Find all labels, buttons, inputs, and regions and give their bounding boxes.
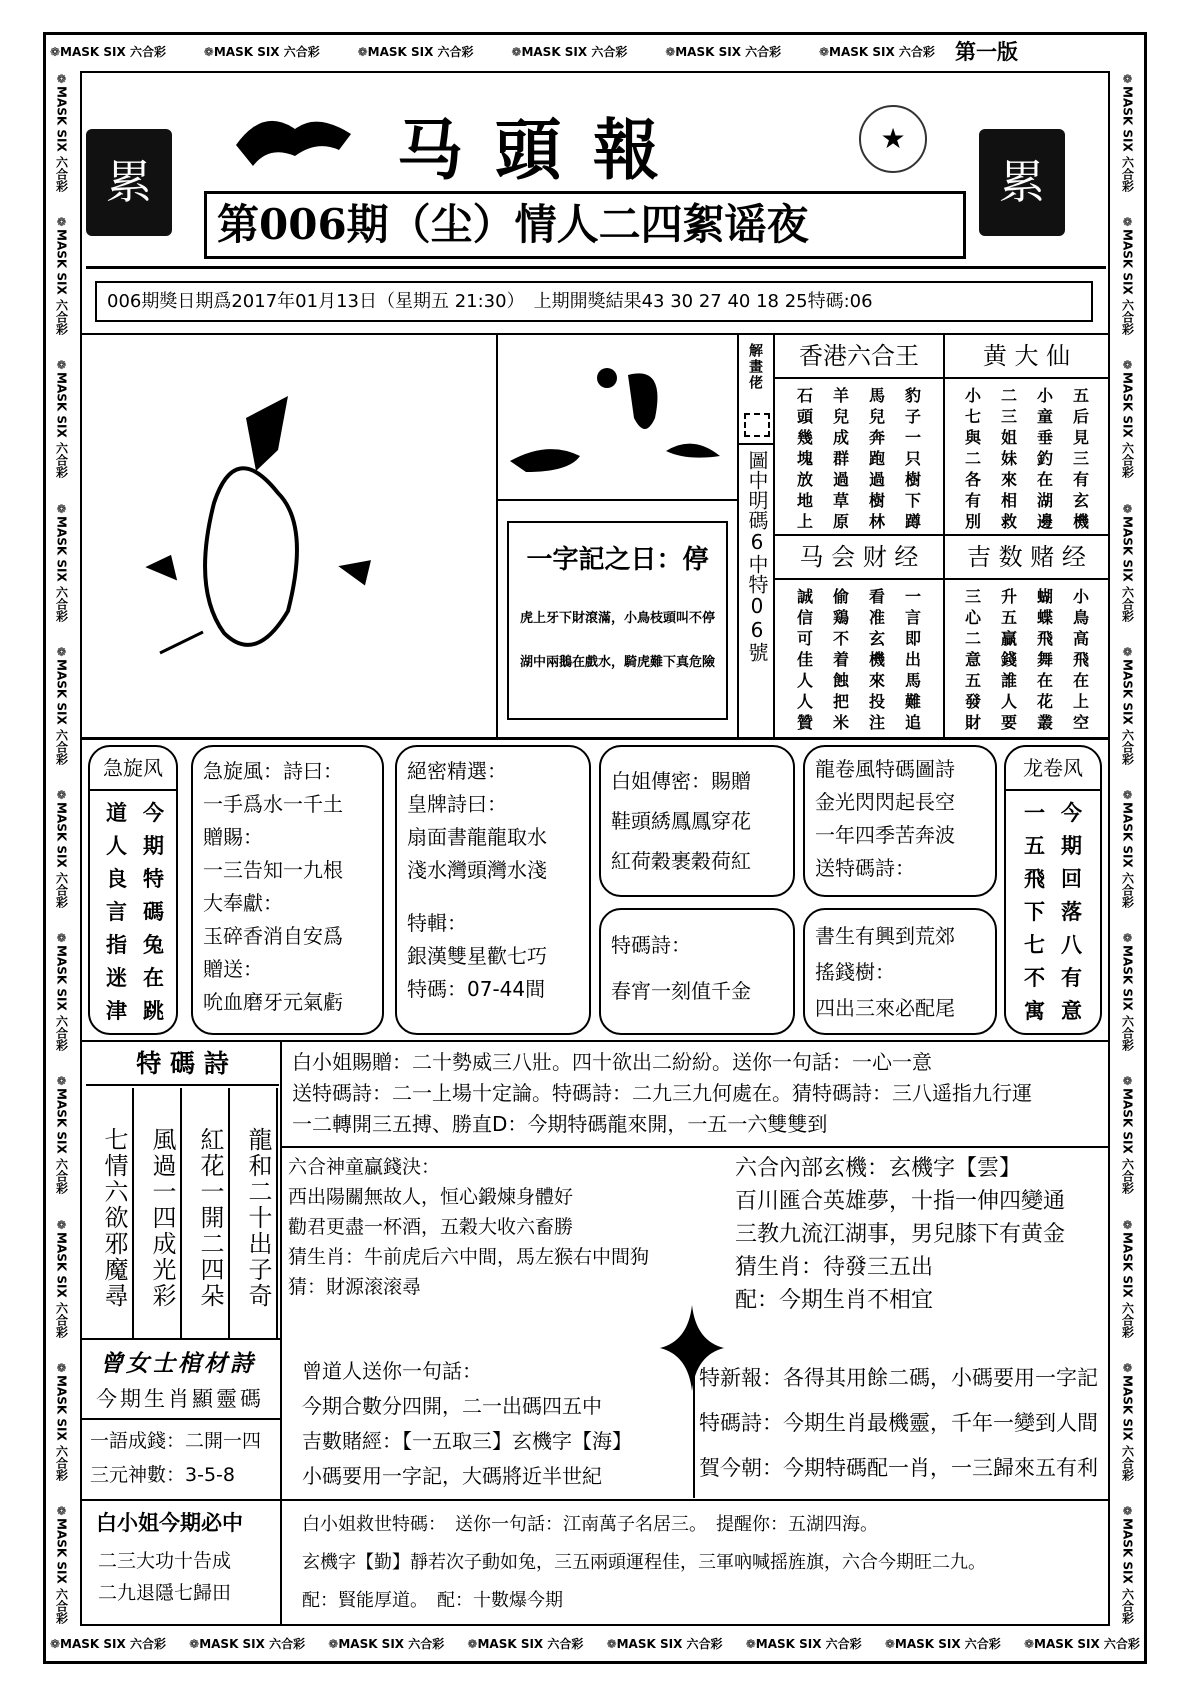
- strip-text: ❁MASK SIX 六合彩: [745, 1636, 862, 1651]
- strip-text: ❁MASK SIX 六合彩: [189, 1636, 306, 1651]
- poem-box-3b: [599, 908, 795, 1035]
- poem-box-4b: [803, 908, 997, 1035]
- divider: [280, 1042, 282, 1626]
- divider: [82, 1418, 282, 1420]
- grid-row: 一今: [1024, 801, 1098, 825]
- text-line: 一三告知一九根: [203, 858, 343, 882]
- verse-grid-1: [943, 335, 1108, 534]
- whirlwind-title: 急旋风: [90, 747, 176, 791]
- tema-column: 風過一四成光彩: [134, 1088, 182, 1338]
- strip-text: ❁MASK SIX 六合彩: [1120, 1074, 1135, 1195]
- text-line: 曾道人送你一句話：: [302, 1359, 482, 1383]
- strip-text: ❁MASK SIX 六合彩: [54, 501, 69, 622]
- verse-row: 二妹釣三: [965, 449, 1110, 468]
- riddle-picture-dolphin: [505, 354, 730, 488]
- text-line: 扇面書龍龍取水: [407, 825, 547, 849]
- verse-row: 意錢舞飛: [965, 650, 1110, 669]
- riddle-picture-egg: [128, 375, 448, 695]
- verse-row: 信鶏准言: [796, 608, 941, 627]
- strip-text: ❁MASK SIX 六合彩: [1120, 931, 1135, 1052]
- text-line: 百川匯合英雄夢，十指一伸四變通: [735, 1189, 1066, 1214]
- texin-lines: [699, 1356, 1098, 1491]
- text-line: 送特碼詩：二一上場十定論。特碼詩：二九三九何處在。猜特碼詩：三八遥指九行運: [292, 1081, 1032, 1105]
- text-line: 一語成錢：二開一四: [90, 1430, 262, 1452]
- text-line: 猜生肖：待發三五出: [735, 1255, 934, 1280]
- grid-row: 指兔: [106, 933, 180, 957]
- text-line: 特新報：各得其用餘二碼，小碼要用一字記: [699, 1366, 1098, 1390]
- verse-grid-2: [775, 534, 943, 737]
- riddle-line: 虎上牙下財滾滿，小鳥枝頭叫不停: [519, 611, 715, 626]
- verse-grid-0: [775, 335, 943, 534]
- daoren-lines: [302, 1354, 632, 1494]
- dragon-logo: [231, 102, 361, 177]
- text-line: 玄機字【勤】靜若次子動如兔，三五兩頭運程佳，三軍吶喊摇旌旗，六合今期旺二九。: [302, 1552, 986, 1573]
- zeng-title: 曾女士棺材詩: [100, 1350, 256, 1377]
- strip-text: ❁MASK SIX 六合彩: [54, 215, 69, 336]
- text-line: 賀今朝：今期特碼配一肖，一三歸來五有利: [699, 1456, 1098, 1480]
- text-line: 三教九流江湖事，男兒膝下有黄金: [735, 1222, 1066, 1247]
- grid-row: 七八: [1024, 933, 1098, 957]
- strip-text: ❁MASK SIX 六合彩: [1120, 788, 1135, 908]
- verse-grid-title: 香港六合王: [775, 335, 943, 379]
- grid-row: 不有: [1024, 966, 1098, 990]
- text-line: 白小姐救世特碼： 送你一句話：江南萬子名居三。 提醒你：五湖四海。: [302, 1514, 878, 1535]
- grid-row: 五期: [1024, 834, 1098, 858]
- text-line: 特碼詩：今期生肖最機靈，千年一變到人間: [699, 1411, 1098, 1435]
- text-line: 三元神數：3-5-8: [90, 1464, 235, 1486]
- text-line: 一二轉開三五搏、勝直D：今期特碼龍來開，一五一六雙雙到: [292, 1112, 828, 1136]
- tema-columns: [86, 1088, 280, 1338]
- poem-box-2: [395, 745, 591, 1035]
- text-line: 大奉獻：: [203, 891, 283, 915]
- text-line: 龍卷風特碼圖詩: [815, 757, 955, 781]
- grid-row: 寓意: [1024, 999, 1098, 1023]
- verse-row: 人把投難: [796, 692, 941, 711]
- text-line: 淺水灣頭灣水淺: [407, 858, 547, 882]
- text-line: 吉數賭經：【一五取三】玄機字【海】: [302, 1429, 632, 1453]
- whirlwind-box: [88, 745, 178, 1035]
- divider: [737, 335, 739, 737]
- text-line: 書生有興到荒郊: [815, 924, 955, 948]
- text-line: 猜生肖：牛前虎后六中間，馬左猴右中間狗: [288, 1246, 650, 1268]
- divider: [693, 1352, 695, 1498]
- strip-text: ❁MASK SIX 六合彩: [1120, 215, 1135, 336]
- verse-row: 誠偷看一: [796, 587, 941, 606]
- text-line: 特碼：07-44間: [407, 977, 546, 1001]
- divider: [82, 1040, 1108, 1042]
- grid-row: 津跳: [106, 999, 180, 1023]
- text-line: 皇牌詩曰：: [407, 792, 507, 816]
- text-line: 白小姐賜贈：二十勢威三八壯。四十欲出二紛紛。送你一句話：一心一意: [292, 1050, 932, 1074]
- verse-row: 上原林蹲: [796, 512, 941, 531]
- picture-interpreter-label: 解畫佬: [747, 343, 763, 391]
- strip-text: ❁MASK SIX 六合彩: [467, 1636, 584, 1651]
- strip-text: ❁MASK SIX 六合彩: [818, 44, 935, 59]
- verse-row: 石羊馬豹: [796, 386, 941, 405]
- verse-grid-title: 吉 数 赌 经: [945, 536, 1108, 580]
- draw-date-line: 006期獎日期爲2017年01月13日（星期五 21:30） 上期開獎結果43 30 27 40 18 25特碼:06: [95, 281, 1093, 322]
- divider: [496, 335, 498, 737]
- tema-column: 紅花一開二四朵: [182, 1088, 230, 1338]
- strip-text: ❁MASK SIX 六合彩: [1120, 1360, 1135, 1481]
- riddle-title: 一字記之日：停: [526, 545, 709, 575]
- text-line: 二三大功十告成: [98, 1550, 232, 1572]
- text-line: 六合神童贏錢決：: [288, 1156, 441, 1178]
- left-strip: [48, 72, 76, 1624]
- strip-text: ❁MASK SIX 六合彩: [50, 1636, 166, 1651]
- strip-text: ❁MASK SIX 六合彩: [328, 1636, 445, 1651]
- text-line: 金光閃閃起長空: [815, 790, 955, 814]
- top-strip: [50, 38, 935, 64]
- riddle-box: [507, 521, 728, 720]
- strip-text: ❁MASK SIX 六合彩: [357, 44, 474, 59]
- text-line: 搖錢樹：: [815, 960, 895, 984]
- strip-text: ❁MASK SIX 六合彩: [54, 788, 69, 908]
- strip-text: ❁MASK SIX 六合彩: [54, 72, 69, 192]
- strip-text: ❁MASK SIX 六合彩: [665, 44, 782, 59]
- divider: [498, 499, 737, 501]
- verse-row: 小二小五: [965, 386, 1110, 405]
- verse-row: 二贏飛高: [965, 629, 1110, 648]
- text-line: 特碼詩：: [611, 933, 691, 957]
- verse-row: 與姐垂見: [965, 428, 1110, 447]
- strip-text: ❁MASK SIX 六合彩: [606, 1636, 723, 1651]
- text-line: 送特碼詩：: [815, 856, 915, 880]
- verse-grid-body: [775, 379, 943, 532]
- right-banner: 累: [979, 129, 1065, 236]
- grid-row: 人期: [106, 834, 180, 858]
- text-line: 春宵一刻值千金: [611, 979, 751, 1003]
- bai-must-title: 白小姐今期必中: [96, 1511, 243, 1535]
- verse-row: 佳着機出: [796, 650, 941, 669]
- left-banner: 累: [86, 129, 172, 236]
- picture-code: 圖中明碼6中特06號: [745, 450, 769, 662]
- tema-title: 特 碼 詩: [86, 1044, 279, 1086]
- strip-text: ❁MASK SIX 六合彩: [1120, 501, 1135, 622]
- interpreter-icon: [744, 413, 770, 437]
- verse-row: 頭兒兒子: [796, 407, 941, 426]
- text-line: 一手爲水一千土: [203, 792, 343, 816]
- whirlwind-grid: [90, 791, 180, 1028]
- verse-row: 放過過樹: [796, 470, 941, 489]
- text-line: 贈送：: [203, 957, 263, 981]
- strip-text: ❁MASK SIX 六合彩: [54, 931, 69, 1052]
- strip-text: ❁MASK SIX 六合彩: [50, 44, 166, 59]
- strip-text: ❁MASK SIX 六合彩: [884, 1636, 1001, 1651]
- strip-text: ❁MASK SIX 六合彩: [511, 44, 628, 59]
- poem-box-1: [191, 745, 384, 1035]
- divider: [82, 737, 1108, 740]
- grid-row: 下落: [1024, 900, 1098, 924]
- verse-row: 各來在有: [965, 470, 1110, 489]
- zeng-subtitle: 今期生肖顯靈碼: [96, 1387, 264, 1411]
- text-line: 贈賜：: [203, 825, 263, 849]
- text-line: 二九退隱七歸田: [98, 1582, 232, 1604]
- text-line: 絕密精選：: [407, 759, 507, 783]
- dragon-wind-box: [1004, 745, 1102, 1035]
- text-line: [407, 887, 579, 907]
- grid-row: 飛回: [1024, 867, 1098, 891]
- strip-text: ❁MASK SIX 六合彩: [1120, 644, 1135, 765]
- strip-text: ❁MASK SIX 六合彩: [54, 1217, 69, 1338]
- text-line: 紅荷穀裹穀荷紅: [611, 849, 751, 873]
- verse-row: 地草樹下: [796, 491, 941, 510]
- text-line: 西出陽關無故人，恒心鍛煉身體好: [288, 1186, 574, 1208]
- grid-row: 良特: [106, 867, 180, 891]
- strip-text: ❁MASK SIX 六合彩: [1120, 1217, 1135, 1338]
- header-rule: [86, 266, 1106, 269]
- strip-text: ❁MASK SIX 六合彩: [1120, 1504, 1135, 1624]
- text-line: 鞋頭綉鳳鳳穿花: [611, 809, 751, 833]
- verse-row: 心五蝶鳥: [965, 608, 1110, 627]
- yiyu-lines: [90, 1424, 261, 1492]
- grid-row: 道今: [106, 801, 180, 825]
- bai-must-lines: [98, 1545, 231, 1609]
- riddle-line: 湖中兩鵝在戲水，騎虎難下真危險: [519, 655, 715, 670]
- text-line: 勸君更盡一杯酒，五穀大收六畜勝: [288, 1216, 574, 1238]
- text-line: 玉碎香消自安爲: [203, 924, 343, 948]
- verse-row: 贊米注追: [796, 713, 941, 732]
- page-title: 马頭報: [397, 111, 691, 189]
- seal-stamp: ★: [859, 105, 927, 173]
- strip-text: ❁MASK SIX 六合彩: [54, 358, 69, 479]
- divider: [282, 1146, 1108, 1148]
- grid-row: 迷在: [106, 966, 180, 990]
- text-line: 特輯：: [407, 911, 467, 935]
- right-strip: [1114, 72, 1142, 1624]
- bai-gift-lines: [292, 1047, 1032, 1140]
- text-line: 小碼要用一字記，大碼將近半世紀: [302, 1464, 602, 1488]
- strip-text: ❁MASK SIX 六合彩: [54, 644, 69, 765]
- text-line: 銀漢雙星歡七巧: [407, 944, 547, 968]
- divider: [739, 443, 773, 445]
- strip-text: ❁MASK SIX 六合彩: [54, 1074, 69, 1195]
- text-line: 六合內部玄機：玄機字【雲】: [735, 1156, 1022, 1181]
- text-line: 今期合數分四開，二一出碼四五中: [302, 1394, 602, 1418]
- jiushi-lines: [302, 1506, 986, 1620]
- dragon-wind-title: 龙卷风: [1006, 747, 1100, 791]
- verse-row: 三升蝴小: [965, 587, 1110, 606]
- verse-row: 人蝕來馬: [796, 671, 941, 690]
- text-line: 急旋風：詩曰：: [203, 759, 343, 783]
- neibu-lines: [735, 1152, 1065, 1317]
- text-line: 猜：財源滚滚尋: [288, 1276, 422, 1298]
- divider: [82, 1338, 282, 1340]
- verse-grid-body: [775, 580, 943, 733]
- text-line: 白姐傳密：賜贈: [611, 769, 751, 793]
- edition-label: 第一版: [955, 39, 1018, 64]
- text-line: 配：賢能厚道。 配：十數爆今期: [302, 1590, 563, 1611]
- verse-row: 幾成奔一: [796, 428, 941, 447]
- text-line: 一年四季苦奔波: [815, 823, 955, 847]
- text-line: 吮血磨牙元氣虧: [203, 990, 343, 1014]
- strip-text: ❁MASK SIX 六合彩: [1120, 72, 1135, 192]
- verse-row: 五誰在在: [965, 671, 1110, 690]
- poem-box-4a: [803, 745, 997, 897]
- bottom-strip: [50, 1630, 1140, 1656]
- verse-row: 七三童后: [965, 407, 1110, 426]
- verse-row: 別救邊機: [965, 512, 1110, 531]
- strip-text: ❁MASK SIX 六合彩: [203, 44, 320, 59]
- verse-grid-body: [945, 379, 1108, 532]
- verse-grid-body: [945, 580, 1108, 733]
- issue-subtitle: 第006期（尘）情人二四絮谣夜: [204, 191, 966, 259]
- verse-grid-title: 黄 大 仙: [945, 335, 1108, 379]
- strip-text: ❁MASK SIX 六合彩: [1023, 1636, 1140, 1651]
- strip-text: ❁MASK SIX 六合彩: [54, 1504, 69, 1624]
- verse-row: 塊群跑只: [796, 449, 941, 468]
- verse-row: 財要叢空: [965, 713, 1110, 732]
- strip-text: ❁MASK SIX 六合彩: [1120, 358, 1135, 479]
- grid-row: 言碼: [106, 900, 180, 924]
- verse-grids: [775, 335, 1108, 737]
- shentong-lines: [288, 1152, 649, 1302]
- text-line: 配：今期生肖不相宜: [735, 1288, 934, 1313]
- strip-text: ❁MASK SIX 六合彩: [54, 1360, 69, 1481]
- verse-row: 發人花上: [965, 692, 1110, 711]
- verse-grid-title: 马 会 财 经: [775, 536, 943, 580]
- tema-column: 七情六欲邪魔尋: [86, 1088, 134, 1338]
- verse-row: 有相湖玄: [965, 491, 1110, 510]
- dragon-wind-grid: [1006, 791, 1100, 1028]
- verse-row: 可不玄即: [796, 629, 941, 648]
- text-line: 四出三來必配尾: [815, 996, 955, 1020]
- poem-box-3a: [599, 745, 795, 897]
- verse-grid-3: [943, 534, 1108, 737]
- divider: [82, 1499, 1108, 1501]
- tema-column: 龍和二十出子奇: [230, 1088, 278, 1338]
